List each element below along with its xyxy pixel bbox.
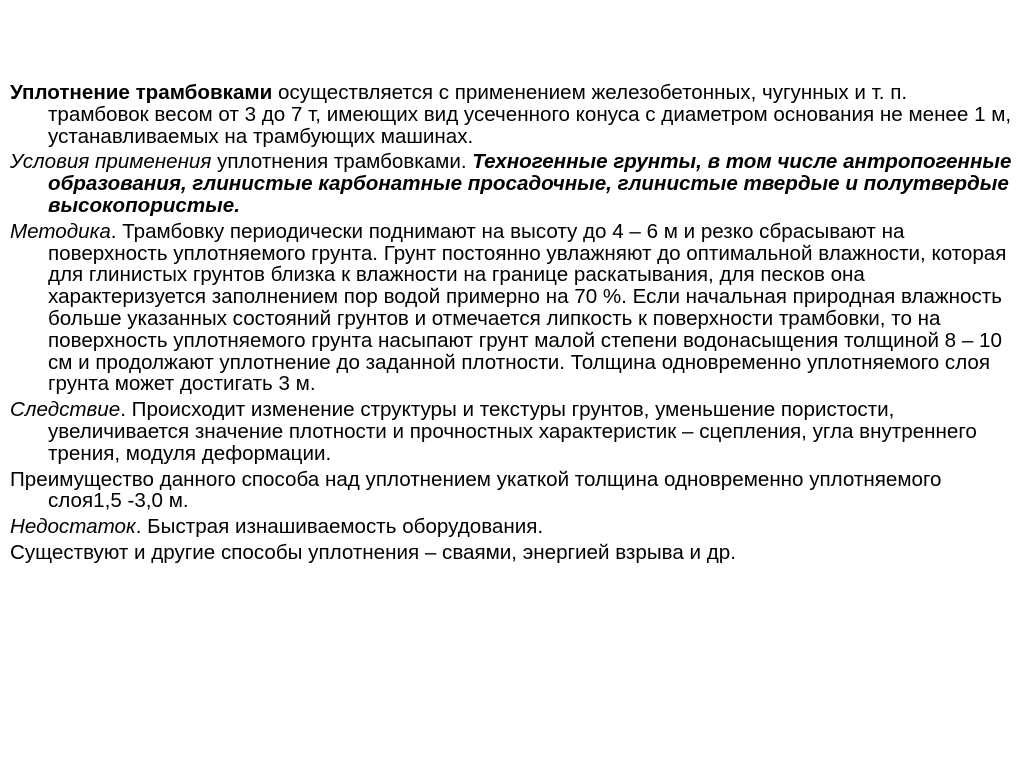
term-method: Методика bbox=[10, 219, 111, 243]
paragraph-text: . Быстрая изнашиваемость оборудования. bbox=[135, 515, 544, 539]
paragraph-text: . Происходит изменение структуры и текстуры грунтов, уменьшение пористости, увеличивается значение плотности и прочностных характеристик – сцепления, угла внутреннего трения, модуля деформации. bbox=[48, 398, 977, 465]
term-tamping: Уплотнение трамбовками bbox=[10, 81, 273, 104]
paragraph-disadvantage bbox=[10, 516, 1012, 538]
paragraph-method bbox=[10, 221, 1012, 395]
paragraph-other-methods bbox=[10, 542, 1012, 564]
slide-content bbox=[10, 82, 1012, 568]
paragraph-application-conditions bbox=[10, 151, 1012, 216]
paragraph-text: уплотнения трамбовками. bbox=[211, 150, 473, 174]
paragraph-consequence bbox=[10, 399, 1012, 464]
paragraph-tamping-definition bbox=[10, 82, 1012, 147]
term-application-conditions: Условия применения bbox=[10, 150, 212, 174]
paragraph-text: Преимущество данного способа над уплотнением укаткой толщина одновременно уплотняемого слоя1,5 -3,0 м. bbox=[10, 467, 942, 513]
term-consequence: Следствие bbox=[10, 398, 121, 422]
paragraph-text: . Трамбовку периодически поднимают на высоту до 4 – 6 м и резко сбрасывают на поверхность уплотняемого грунта. Грунт постоянно увлажняют до оптимальной влажности, которая для глинистых грунтов близка к влажности на границе раскатывания, для песков она характеризуется заполнением пор водой примерно на 70 %. Если начальная природная влажность больше указанных состояний грунтов и отмечается липкость к поверхности трамбовки, то на поверхность уплотняемого грунта насыпают грунт малой степени водонасыщения толщиной 8 – 10 см и продолжают уплотнение до заданной плотности. Толщина одновременно уплотняемого слоя грунта может достигать 3 м. bbox=[48, 219, 1007, 396]
paragraph-text: осуществляется с применением железобетонных, чугунных и т. п. трамбовок весом от 3 до 7 т, имеющих вид усеченного конуса с диаметром основания не менее 1 м, устанавливаемых на трамбующих машинах. bbox=[48, 81, 1012, 148]
paragraph-text: Существуют и другие способы уплотнения – сваями, энергией взрыва и др. bbox=[10, 540, 736, 564]
term-disadvantage: Недостаток bbox=[10, 515, 136, 539]
soil-types-emphasis: Техногенные грунты, в том числе антропогенные образования, глинистые карбонатные просадочные, глинистые твердые и полутвердые высокопористые. bbox=[48, 150, 1012, 217]
paragraph-advantage bbox=[10, 469, 1012, 513]
